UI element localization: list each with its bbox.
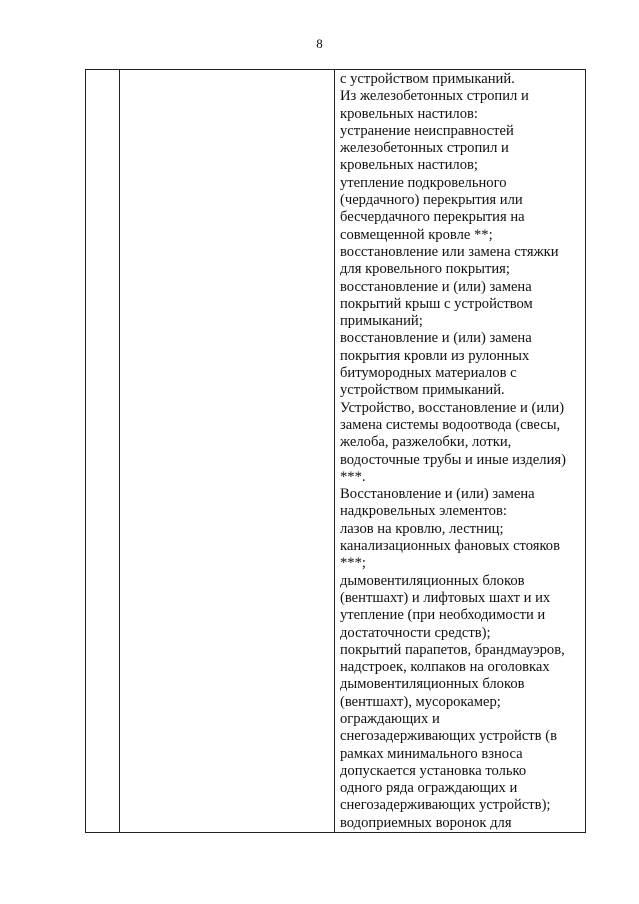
text-line: Из железобетонных стропил и <box>340 88 529 105</box>
text-line: одного ряда ограждающих и <box>340 780 518 797</box>
text-line: водоприемных воронок для <box>340 814 512 831</box>
text-line: ***. <box>340 468 366 485</box>
text-line: дымовентиляционных блоков <box>340 572 525 589</box>
cell-element-text <box>120 70 334 71</box>
page-number: 8 <box>316 36 323 51</box>
text-line: ***; <box>340 555 366 572</box>
text-line: замена системы водоотвода (свесы, <box>340 416 561 433</box>
text-line: бесчердачного перекрытия на <box>340 209 525 226</box>
table-cell-number <box>86 70 120 833</box>
text-line: снегозадерживающих устройств); <box>340 797 551 814</box>
text-line: достаточности средств); <box>340 624 491 641</box>
table-row <box>86 70 586 833</box>
text-line: снегозадерживающих устройств (в <box>340 728 557 745</box>
text-line: водосточные трубы и иные изделия) <box>340 451 566 468</box>
text-line: восстановление или замена стяжки <box>340 243 559 260</box>
text-line: покрытия кровли из рулонных <box>340 347 530 364</box>
cell-number-text <box>86 70 119 71</box>
text-line: надстроек, колпаков на оголовках <box>340 659 550 676</box>
text-line: восстановление и (или) замена <box>340 330 532 347</box>
text-line: для кровельного покрытия; <box>340 261 510 278</box>
cell-works-text <box>335 70 585 832</box>
table-cell-element <box>120 70 335 833</box>
text-line: дымовентиляционных блоков <box>340 676 525 693</box>
text-line: примыканий; <box>340 313 423 330</box>
text-line: восстановление и (или) замена <box>340 278 532 295</box>
text-line: утепление подкровельного <box>340 174 507 191</box>
text-line: совмещенной кровле **; <box>340 226 493 243</box>
text-line: железобетонных стропил и <box>340 140 509 157</box>
text-line: кровельных настилов: <box>340 105 478 122</box>
text-line: (вентшахт) и лифтовых шахт и их <box>340 589 551 606</box>
text-line: (вентшахт), мусорокамер; <box>340 693 501 710</box>
text-line: покрытий парапетов, брандмауэров, <box>340 641 565 658</box>
text-line: канализационных фановых стояков <box>340 538 560 555</box>
text-line: битумородных материалов с <box>340 365 517 382</box>
text-line: Устройство, восстановление и (или) <box>340 399 565 416</box>
text-line: устранение неисправностей <box>340 122 514 139</box>
text-line: устройством примыканий. <box>340 382 505 399</box>
text-line: кровельных настилов; <box>340 157 478 174</box>
text-line: допускается установка только <box>340 762 527 779</box>
text-line: покрытий крыш с устройством <box>340 295 533 312</box>
works-table <box>85 69 586 833</box>
text-line: надкровельных элементов: <box>340 503 507 520</box>
text-line: рамках минимального взноса <box>340 745 523 762</box>
text-line: лазов на кровлю, лестниц; <box>340 520 504 537</box>
text-line: Восстановление и (или) замена <box>340 486 535 503</box>
text-line: утепление (при необходимости и <box>340 607 546 624</box>
text-line: (чердачного) перекрытия или <box>340 192 523 209</box>
text-line: с устройством примыканий. <box>340 71 515 87</box>
text-line: ограждающих и <box>340 710 440 727</box>
text-line: желоба, разжелобки, лотки, <box>340 434 512 451</box>
table-cell-works <box>335 70 586 833</box>
